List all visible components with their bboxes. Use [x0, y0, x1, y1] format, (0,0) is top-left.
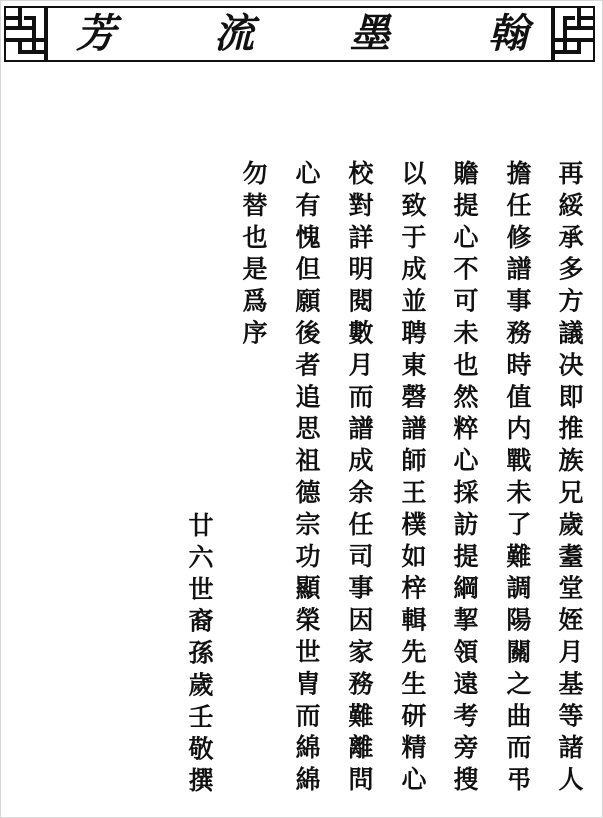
- text-column-2: 擔任修譜事務時值内戰未了難調陽關之曲而弔: [503, 160, 532, 798]
- author-signature: 廿六世裔孫歲壬敬撰: [185, 512, 214, 800]
- text-column-1: 再綏承多方議决即推族兄歲耋堂姪月基等諸人: [555, 160, 584, 798]
- text-column-7: 勿替也是爲序: [239, 160, 268, 352]
- text-column-6: 心有愧但願後者追思祖德宗功顯榮世胄而綿綿: [292, 160, 321, 798]
- title-char-3: 流: [214, 10, 254, 57]
- title-char-1: 翰: [488, 10, 528, 57]
- text-column-3: 贍提心不可未也然粹心採訪提綱挈領遠考旁搜: [450, 160, 479, 798]
- text-column-4: 以致于成並聘東磬譜師王樸如梓輯先生研精心: [398, 160, 427, 798]
- title-char-2: 墨: [350, 10, 390, 57]
- text-column-5: 校對詳明閱數月而譜成余任司事因家務難離問: [345, 160, 374, 798]
- title-char-4: 芳: [76, 10, 116, 57]
